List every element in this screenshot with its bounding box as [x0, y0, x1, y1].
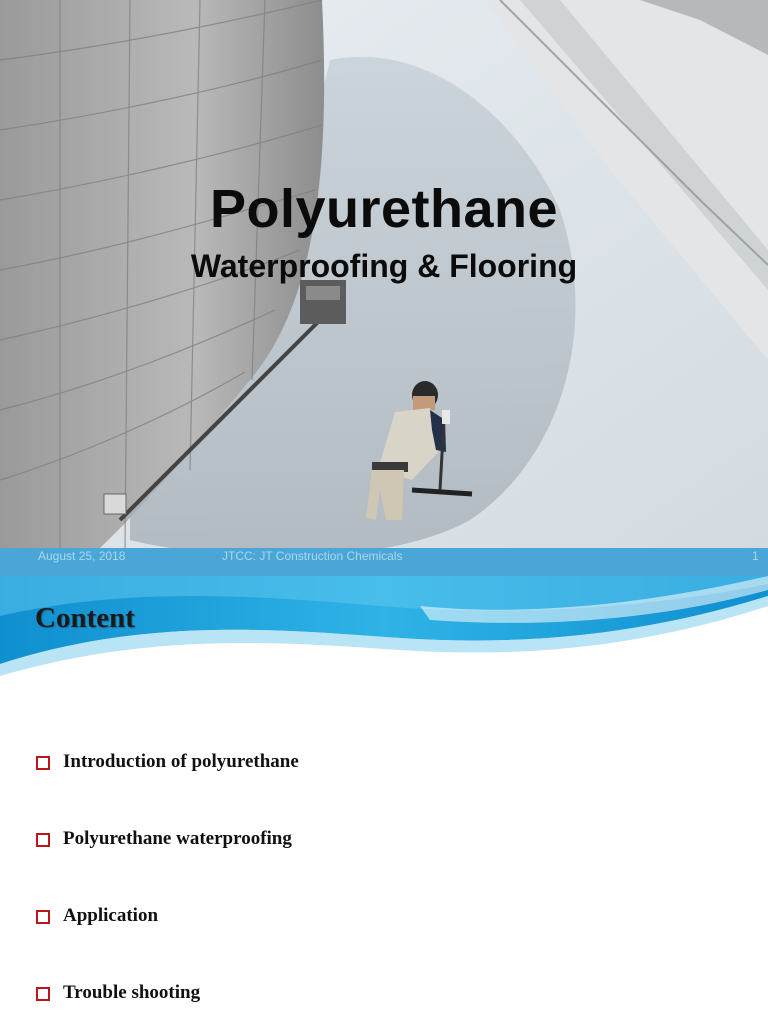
list-item [36, 723, 299, 800]
square-bullet-icon [36, 756, 50, 770]
square-bullet-icon [36, 833, 50, 847]
list-item [36, 877, 299, 954]
list-item-label: Trouble shooting [63, 981, 201, 1003]
slide-title: Polyurethane [209, 179, 559, 239]
footer-organization: JTCC: JT Construction Chemicals [222, 549, 403, 563]
slide-subtitle: Waterproofing & Flooring [190, 248, 578, 284]
square-bullet-icon [36, 910, 50, 924]
footer-date: August 25, 2018 [38, 549, 126, 563]
content-list [36, 726, 299, 1024]
list-item [36, 954, 299, 1024]
list-item-label: Introduction of polyurethane [63, 750, 299, 772]
content-slide [0, 576, 768, 1024]
header-wave-decoration [0, 576, 768, 696]
content-slide-title: Content [35, 602, 135, 634]
square-bullet-icon [36, 987, 50, 1001]
list-item-label: Application [63, 904, 159, 926]
list-item [36, 800, 299, 877]
list-item-label: Polyurethane waterproofing [63, 827, 292, 849]
footer-page-number: 1 [752, 549, 759, 563]
